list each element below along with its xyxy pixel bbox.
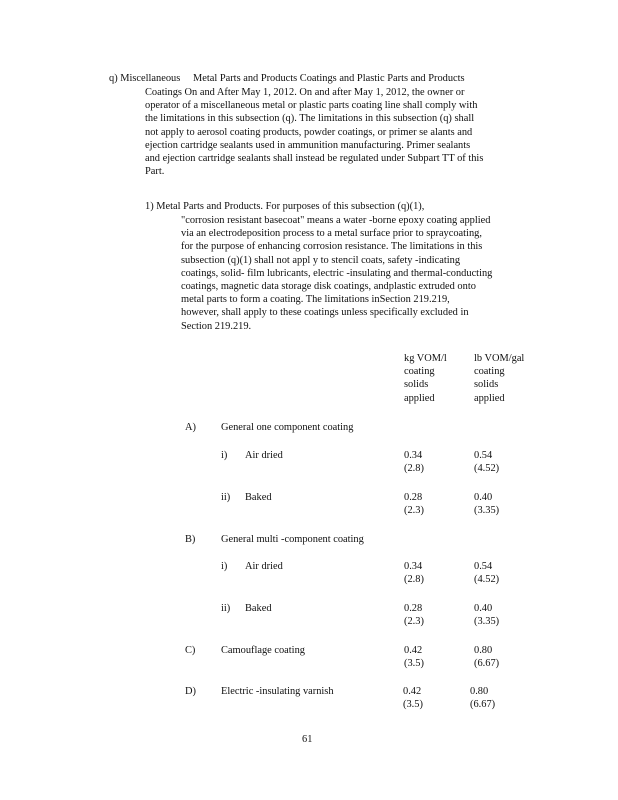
item-1-heading: 1) Metal Parts and Products. For purposes of this subsection (q)(1), bbox=[145, 201, 425, 212]
row-letter: A) bbox=[185, 422, 196, 433]
kg-alt-value: (3.5) bbox=[403, 699, 423, 710]
kg-alt-value: (2.8) bbox=[404, 463, 424, 474]
row-label: Air dried bbox=[245, 561, 283, 572]
section-q-line: not apply to aerosol coating products, powder coatings, or primer se alants and bbox=[145, 126, 473, 138]
lb-alt-value: (4.52) bbox=[474, 574, 500, 585]
row-label: Electric -insulating varnish bbox=[221, 686, 334, 697]
lb-value: 0.54 bbox=[474, 450, 493, 461]
row-sub: i) bbox=[221, 450, 228, 461]
row-label: General multi -component coating bbox=[221, 534, 364, 545]
section-q-line: and ejection cartridge sealants shall instead be regulated under Subpart TT of this bbox=[145, 153, 484, 165]
header-kg-line: coating bbox=[404, 366, 435, 378]
header-lb-line: coating bbox=[474, 366, 505, 378]
header-lb-line: applied bbox=[474, 392, 505, 404]
kg-value: 0.28 bbox=[404, 492, 423, 503]
lb-alt-value: (4.52) bbox=[474, 463, 500, 474]
lb-value: 0.40 bbox=[474, 492, 493, 503]
item-1-line: "corrosion resistant basecoat" means a water -borne epoxy coating applied bbox=[181, 215, 491, 226]
row-sub: ii) bbox=[221, 492, 231, 503]
kg-value: 0.42 bbox=[403, 686, 422, 697]
row-label: Camouflage coating bbox=[221, 645, 305, 656]
lb-alt-value: (6.67) bbox=[474, 658, 500, 669]
kg-alt-value: (2.3) bbox=[404, 616, 424, 627]
section-q-line: ejection cartridge sealants used in ammunition manufacturing. Primer sealants bbox=[145, 139, 471, 151]
item-1-line: for the purpose of enhancing corrosion resistance. The limitations in this bbox=[181, 241, 483, 253]
header-lb-line: solids bbox=[474, 379, 499, 391]
section-q-body bbox=[145, 86, 537, 178]
item-1-body bbox=[181, 214, 537, 333]
row-sub: i) bbox=[221, 561, 228, 572]
kg-value: 0.34 bbox=[404, 561, 423, 572]
row-sub: ii) bbox=[221, 603, 231, 614]
item-1-line: coatings, solid- film lubricants, electric -insulating and thermal-conducting bbox=[181, 267, 493, 279]
section-q-label: q) Miscellaneous bbox=[109, 73, 181, 84]
kg-alt-value: (2.8) bbox=[404, 574, 424, 585]
section-q-first-line: Metal Parts and Products Coatings and Plastic Parts and Products bbox=[193, 73, 465, 84]
header-kg-line: kg VOM/l bbox=[404, 353, 447, 364]
item-1-line: coatings, magnetic data storage disk coatings, andplastic extruded onto bbox=[181, 281, 476, 293]
item-1-line: metal parts to form a coating. The limitations inSection 219.219, bbox=[181, 294, 450, 306]
row-label: Baked bbox=[245, 603, 272, 614]
section-q-line: operator of a miscellaneous metal or plastic parts coating line shall comply with bbox=[145, 100, 478, 112]
row-letter: D) bbox=[185, 686, 196, 697]
row-letter: B) bbox=[185, 534, 196, 545]
section-q-line: Part. bbox=[145, 166, 165, 178]
kg-alt-value: (3.5) bbox=[404, 658, 424, 669]
kg-value: 0.34 bbox=[404, 450, 423, 461]
item-1-line: Section 219.219. bbox=[181, 320, 252, 332]
section-q-line: the limitations in this subsection (q). The limitations in this subsection (q) shall bbox=[145, 113, 475, 125]
lb-value: 0.40 bbox=[474, 603, 493, 614]
kg-alt-value: (2.3) bbox=[404, 505, 424, 516]
header-kg-vom bbox=[404, 352, 464, 405]
row-label: Baked bbox=[245, 492, 272, 503]
lb-alt-value: (6.67) bbox=[470, 699, 496, 710]
header-kg-line: applied bbox=[404, 392, 435, 404]
lb-value: 0.80 bbox=[470, 686, 489, 697]
lb-value: 0.54 bbox=[474, 561, 493, 572]
lb-value: 0.80 bbox=[474, 645, 493, 656]
row-label: Air dried bbox=[245, 450, 283, 461]
row-letter: C) bbox=[185, 645, 196, 656]
page-number: 61 bbox=[302, 734, 313, 745]
lb-alt-value: (3.35) bbox=[474, 505, 500, 516]
header-kg-line: solids bbox=[404, 379, 429, 391]
item-1-line: subsection (q)(1) shall not appl y to stencil coats, safety -indicating bbox=[181, 254, 461, 266]
section-q-line: Coatings On and After May 1, 2012. On and after May 1, 2012, the owner or bbox=[145, 87, 465, 98]
header-lb-vom bbox=[474, 352, 544, 405]
lb-alt-value: (3.35) bbox=[474, 616, 500, 627]
item-1-line: via an electrodeposition process to a metal surface prior to spraycoating, bbox=[181, 228, 482, 240]
kg-value: 0.28 bbox=[404, 603, 423, 614]
item-1-line: however, shall apply to these coatings unless specifically excluded in bbox=[181, 307, 469, 319]
kg-value: 0.42 bbox=[404, 645, 423, 656]
row-label: General one component coating bbox=[221, 422, 354, 433]
header-lb-line: lb VOM/gal bbox=[474, 353, 525, 364]
